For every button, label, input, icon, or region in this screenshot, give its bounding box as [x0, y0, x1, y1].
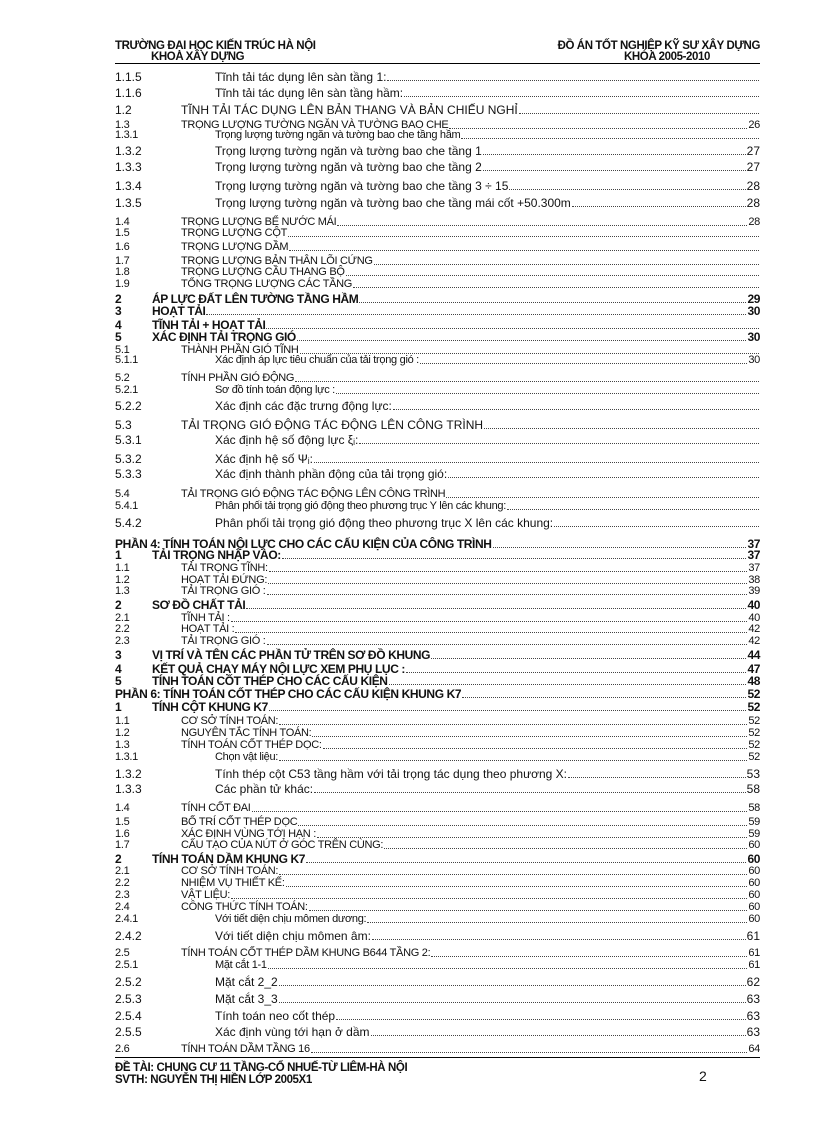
toc-entry-number: 1.4	[115, 216, 130, 228]
toc-entry-page: 60	[747, 852, 760, 866]
toc-entry-number: 1.2	[115, 727, 130, 739]
toc-entry-title: Với tiết diện chịu mômen âm:	[215, 929, 371, 943]
toc-entry-page: 61	[748, 947, 760, 959]
toc-entry-number: 2.5.1	[115, 959, 138, 971]
toc-entry[interactable]	[115, 330, 760, 344]
toc-entry-title: Chọn vật liệu:	[215, 751, 279, 763]
toc-entry-number: 1.9	[115, 278, 130, 290]
toc-entry-page: 63	[746, 992, 760, 1006]
dot-leader	[554, 526, 759, 527]
dot-leader	[312, 736, 747, 737]
dot-leader	[286, 886, 748, 887]
dot-leader	[298, 825, 747, 826]
dot-leader	[483, 154, 746, 155]
school-name: TRƯỜNG ĐẠI HỌC KIẾN TRÚC HÀ NỘI	[115, 40, 316, 52]
toc-entry[interactable]	[115, 128, 760, 142]
dot-leader	[406, 672, 746, 673]
toc-entry-title: CƠ SỞ TÍNH TOÁN:	[181, 715, 279, 727]
toc-entry-page: 60	[748, 865, 760, 877]
toc-entry[interactable]	[115, 179, 760, 193]
dot-leader	[431, 956, 747, 957]
toc-entry-title: Xác định thành phần động của tải trọng gió:	[215, 467, 448, 481]
dot-leader	[446, 497, 759, 498]
toc-entry-title: TỔNG TRỌNG LƯỢNG CÁC TẦNG	[181, 278, 353, 290]
toc-entry[interactable]	[115, 383, 760, 397]
toc-entry-page: 60	[748, 901, 760, 913]
dot-leader	[367, 922, 747, 923]
toc-entry-page: 53	[746, 767, 760, 781]
toc-entry-number: 1.8	[115, 266, 130, 278]
project-type: ĐỒ ÁN TỐT NGHIỆP KỸ SƯ XÂY DỰNG	[557, 40, 760, 52]
toc-entry-number: 2.1	[115, 865, 130, 877]
toc-entry-page: 42	[748, 623, 760, 635]
toc-entry-number: 3	[115, 648, 122, 662]
toc-entry-title: Mặt cắt 3_3	[215, 992, 278, 1006]
toc-entry-number: 4	[115, 318, 122, 332]
toc-entry[interactable]	[115, 467, 760, 481]
dot-leader	[372, 939, 746, 940]
toc-entry-number: 1	[115, 548, 122, 562]
toc-entry-page: 63	[746, 1009, 760, 1023]
dot-leader	[448, 477, 759, 478]
toc-entry-title: BỐ TRÍ CỐT THÉP DỌC	[181, 816, 298, 828]
toc-entry-title: SƠ ĐỒ CHẤT TẢI	[152, 598, 246, 612]
toc-entry-title: Tĩnh tải tác dụng lên sàn tầng hầm:	[215, 86, 404, 100]
toc-entry-title: TẢI TRỌNG GIÓ ĐỘNG TÁC ĐỘNG LÊN CÔNG TRÌNH	[181, 418, 484, 432]
toc-entry[interactable]	[115, 418, 760, 432]
toc-entry-title: Xác định hệ số động lực ξᵢ:	[215, 433, 359, 447]
toc-entry-page: 52	[748, 715, 760, 727]
toc-entry-page: 42	[748, 635, 760, 647]
toc-entry-number: 1.3	[115, 119, 130, 131]
toc-entry-title: TRỌNG LƯỢNG DẦM	[181, 241, 289, 253]
toc-entry-title: TĨNH TẢI TÁC DỤNG LÊN BẢN THANG VÀ BẢN CHIẾU NGHỈ	[181, 103, 518, 117]
toc-entry-number: 2.1	[115, 612, 130, 624]
dot-leader	[279, 724, 747, 725]
toc-entry[interactable]	[115, 516, 760, 530]
toc-entry-number: 5	[115, 674, 122, 688]
toc-entry-number: 5.3.1	[115, 433, 142, 447]
toc-entry-title: Phân phối tải trọng gió động theo phương trục Y lên các khung:	[215, 500, 506, 512]
toc-entry-number: 2.5.2	[115, 975, 142, 989]
toc-entry-number: 2	[115, 598, 122, 612]
toc-entry-title: TÍNH CỘT KHUNG K7	[152, 700, 268, 714]
toc-entry-page: 58	[748, 802, 760, 814]
toc-entry-title: Trọng lượng tường ngăn và tường bao che tầng mái cốt +50.300m	[215, 196, 571, 210]
toc-entry-title: Trọng lượng tường ngăn và tường bao che tầng 3 ÷ 15	[215, 179, 509, 193]
toc-entry-title: TẢI TRỌNG NHẬP VÀO:	[152, 548, 281, 562]
toc-entry-title: Mặt cắt 2_2	[215, 975, 278, 989]
dot-leader	[235, 632, 747, 633]
toc-entry-number: 1.3	[115, 585, 130, 597]
toc-entry-page: 64	[748, 1043, 760, 1055]
page-number: 2	[699, 1068, 707, 1084]
dot-leader	[306, 862, 746, 863]
toc-entry-title: THÀNH PHẦN GIÓ TĨNH	[181, 344, 299, 356]
dot-leader	[431, 658, 746, 659]
toc-entry-number: 1.3	[115, 739, 130, 751]
toc-entry-number: 1.5	[115, 227, 130, 239]
dot-leader	[295, 381, 759, 382]
toc-entry-page: 28	[748, 216, 760, 228]
toc-entry-page: 58	[746, 782, 760, 796]
toc-entry-title: TẢI TRỌNG GIÓ :	[181, 585, 266, 597]
toc-entry-number: 5.3	[115, 418, 132, 432]
toc-entry-title: Sơ đồ tính toán động lực :	[215, 384, 335, 396]
toc-entry[interactable]	[115, 452, 760, 466]
toc-entry-page: 30	[747, 330, 760, 344]
dot-leader	[389, 684, 747, 685]
toc-entry-number: 1.3.2	[115, 767, 142, 781]
toc-entry-page: 27	[746, 160, 760, 174]
toc-entry[interactable]	[115, 975, 760, 989]
toc-entry-number: 1.6	[115, 241, 130, 253]
toc-entry-number: 5.2.1	[115, 384, 138, 396]
toc-entry-number: 2.3	[115, 889, 130, 901]
toc-entry-title: CƠ SỞ TÍNH TOÁN:	[181, 865, 279, 877]
toc-entry-title: Xác định vùng tới hạn ở dầm	[215, 1025, 370, 1039]
dot-leader	[297, 340, 747, 341]
toc-entry-page: 38	[748, 574, 760, 586]
toc-entry-number: 2	[115, 852, 122, 866]
dot-leader	[353, 287, 759, 288]
toc-entry-title: Tính toán neo cốt thép	[215, 1009, 336, 1023]
toc-entry-page: 60	[748, 839, 760, 851]
dot-leader	[289, 250, 759, 251]
toc-entry-number: 5	[115, 330, 122, 344]
dot-leader	[359, 302, 746, 303]
toc-entry-number: 2.4.2	[115, 929, 142, 943]
toc-entry-number: 1.3.4	[115, 179, 142, 193]
toc-entry[interactable]	[115, 548, 760, 562]
toc-entry-number: 1.6	[115, 828, 130, 840]
dot-leader	[279, 760, 747, 761]
page-footer	[115, 1062, 760, 1092]
toc-entry-number: 1.7	[115, 839, 130, 851]
toc-entry-title: XÁC ĐỊNH TẢI TRỌNG GIÓ	[152, 330, 296, 344]
toc-entry-page: 40	[748, 612, 760, 624]
toc-entry-number: 5.4.2	[115, 516, 142, 530]
toc-entry-number: 5.3.3	[115, 467, 142, 481]
toc-entry[interactable]	[115, 1025, 760, 1039]
dot-leader	[346, 275, 759, 276]
toc-entry-number: 2.5	[115, 947, 130, 959]
toc-entry[interactable]	[115, 1042, 760, 1056]
toc-entry[interactable]	[115, 598, 760, 612]
toc-entry-title: TÍNH PHẦN GIÓ ĐỘNG	[181, 372, 295, 384]
dot-leader	[336, 1019, 746, 1020]
toc-entry-title: Tĩnh tải tác dụng lên sàn tầng 1:	[215, 70, 387, 84]
dot-leader	[269, 571, 748, 572]
toc-entry-page: 28	[746, 179, 760, 193]
dot-leader	[246, 608, 746, 609]
dot-leader	[311, 1052, 748, 1053]
toc-entry-page: 59	[748, 816, 760, 828]
toc-entry-title: TRỌNG LƯỢNG CỘT	[181, 227, 287, 239]
toc-entry-page: 52	[747, 700, 760, 714]
toc-entry[interactable]	[115, 912, 760, 926]
toc-entry-page: 40	[747, 598, 760, 612]
dot-leader	[509, 189, 745, 190]
dot-leader	[314, 462, 759, 463]
toc-entry-page: 39	[748, 585, 760, 597]
toc-entry-title: Xác định hệ số Ψᵢ:	[215, 452, 313, 466]
toc-entry[interactable]	[115, 304, 760, 318]
toc-entry-number: 2.4.1	[115, 913, 138, 925]
toc-entry[interactable]	[115, 634, 760, 648]
toc-entry-title: TÍNH TOÁN DẦM TẦNG 16	[181, 1043, 310, 1055]
toc-entry-title: TẢI TRỌNG GIÓ :	[181, 635, 266, 647]
toc-entry-title: TÍNH TOÁN CỐT THÉP DỌC:	[181, 739, 322, 751]
toc-entry-title: TÍNH TOÁN CỐT THÉP CHO CÁC CẤU KIỆN	[152, 674, 388, 688]
toc-entry-number: 1.1	[115, 562, 130, 574]
toc-entry-number: 1.3.5	[115, 196, 142, 210]
toc-entry-title: TÍNH TOÁN CỐT THÉP DẦM KHUNG B644 TẦNG 2:	[181, 947, 431, 959]
toc-entry-page: 37	[747, 537, 760, 551]
toc-entry-title: VẬT LIỆU:	[181, 889, 231, 901]
dot-leader	[462, 697, 746, 698]
toc-entry-page: 52	[747, 687, 760, 701]
dot-leader	[269, 710, 747, 711]
toc-entry[interactable]	[115, 240, 760, 254]
dot-leader	[279, 874, 747, 875]
toc-entry[interactable]	[115, 103, 760, 117]
toc-entry-number: 1.1.6	[115, 86, 142, 100]
toc-entry-page: 48	[747, 674, 760, 688]
toc-entry-page: 37	[747, 548, 760, 562]
toc-entry[interactable]	[115, 160, 760, 174]
toc-entry-page: 29	[747, 292, 760, 306]
toc-entry-title: PHẦN 4: TÍNH TOÁN NỘI LỰC CHO CÁC CẤU KIỆN CỦA CÔNG TRÌNH	[115, 537, 492, 551]
toc-entry-title: PHẦN 6: TÍNH TOÁN CỐT THÉP CHO CÁC CẤU KIỆN KHUNG K7	[115, 687, 462, 701]
toc-entry-title: KẾT QUẢ CHẠY MÁY NỘI LỰC XEM PHỤ LỤC :	[152, 662, 405, 676]
dot-leader	[279, 985, 746, 986]
toc-entry[interactable]	[115, 1009, 760, 1023]
dot-leader	[404, 96, 759, 97]
toc-entry-number: 1.1.5	[115, 70, 142, 84]
footer-rule	[115, 1057, 760, 1058]
toc-entry-title: HOẠT TẢI ĐỨNG:	[181, 574, 268, 586]
toc-entry-number: 1.5	[115, 816, 130, 828]
toc-entry-number: 5.2	[115, 372, 130, 384]
toc-entry-number: 2.2	[115, 877, 130, 889]
toc-entry[interactable]	[115, 958, 760, 972]
toc-entry-number: 2.5.5	[115, 1025, 142, 1039]
toc-entry-number: 2	[115, 292, 122, 306]
course-years: KHÓA 2005-2010	[623, 51, 710, 63]
toc-entry-title: TRỌNG LƯỢNG TƯỜNG NGĂN VÀ TƯỜNG BAO CHE	[181, 119, 449, 131]
toc-entry-title: Trọng lượng tường ngăn và tường bao che tầng 1	[215, 144, 482, 158]
toc-entry-title: Trọng lượng tường ngăn và tường bao che tầng 2	[215, 160, 482, 174]
toc-entry[interactable]	[115, 433, 760, 447]
toc-entry-number: 1	[115, 700, 122, 714]
toc-entry[interactable]	[115, 70, 760, 84]
toc-entry-title: NHIỆM VỤ THIẾT KẾ:	[181, 877, 285, 889]
toc-entry[interactable]	[115, 584, 760, 598]
toc-entry[interactable]	[115, 277, 760, 291]
toc-entry[interactable]	[115, 838, 760, 852]
toc-entry-title: XÁC ĐỊNH VÙNG TỚI HẠN :	[181, 828, 316, 840]
thesis-title: ĐỀ TÀI: CHUNG CƯ 11 TẦNG-CỔ NHUẾ-TỪ LIÊM-HÀ NỘI	[115, 1062, 408, 1074]
toc-entry-number: 1.3.2	[115, 144, 142, 158]
toc-entry-title: NGUYÊN TẮC TÍNH TOÁN:	[181, 727, 312, 739]
toc-entry-number: 2.5.3	[115, 992, 142, 1006]
dot-leader	[314, 792, 746, 793]
dot-leader	[266, 328, 759, 329]
dot-leader	[384, 848, 747, 849]
toc-entry-page: 37	[748, 562, 760, 574]
faculty-name: KHOA XÂY DỰNG	[151, 51, 245, 63]
toc-entry-title: Xác định các đặc trưng động lực:	[215, 399, 392, 413]
toc-entry[interactable]	[115, 801, 760, 815]
toc-entry-number: 1.3.1	[115, 751, 138, 763]
toc-entry-title: TẢI TRỌNG TĨNH:	[181, 562, 268, 574]
dot-leader	[483, 170, 746, 171]
toc-entry-number: 1.2	[115, 103, 132, 117]
toc-entry[interactable]	[115, 929, 760, 943]
dot-leader	[206, 314, 746, 315]
toc-entry[interactable]	[115, 86, 760, 100]
toc-entry-number: 5.2.2	[115, 399, 142, 413]
toc-entry-title: Với tiết diện chịu mômen dương:	[215, 913, 367, 925]
toc-entry-page: 59	[748, 828, 760, 840]
toc-entry-number: 2.6	[115, 1043, 130, 1055]
toc-entry-title: Xác định áp lực tiêu chuẩn của tải trọng gió :	[215, 354, 419, 366]
toc-entry-title: Trọng lượng tường ngăn và tường bao che tầng hầm	[215, 129, 461, 141]
toc-entry[interactable]	[115, 648, 760, 662]
toc-entry-page: 52	[748, 751, 760, 763]
toc-entry[interactable]	[115, 700, 760, 714]
toc-entry[interactable]	[115, 750, 760, 764]
dot-leader	[267, 594, 748, 595]
toc-entry[interactable]	[115, 767, 760, 781]
toc-entry-page: 60	[748, 877, 760, 889]
toc-entry-title: TĨNH TẢI :	[181, 612, 230, 624]
toc-entry-number: 1.3.3	[115, 160, 142, 174]
toc-entry-page: 26	[748, 119, 760, 131]
student-info: SVTH: NGUYỄN THỊ HIỀN LỚP 2005X1	[115, 1074, 312, 1086]
toc-entry-title: TRỌNG LƯỢNG CẦU THANG BỘ	[181, 266, 345, 278]
toc-entry-number: 2.5.4	[115, 1009, 142, 1023]
toc-entry-title: HOẠT TẢI :	[181, 623, 235, 635]
dot-leader	[387, 80, 759, 81]
toc-entry-page: 61	[748, 959, 760, 971]
toc-entry[interactable]	[115, 687, 760, 701]
toc-entry-number: 5.3.2	[115, 452, 142, 466]
toc-entry-title: Mặt cắt 1-1	[215, 959, 267, 971]
dot-leader	[267, 644, 748, 645]
toc-entry-number: 4	[115, 662, 122, 676]
toc-entry-number: 2.4	[115, 901, 130, 913]
dot-leader	[309, 910, 748, 911]
toc-entry[interactable]	[115, 144, 760, 158]
toc-entry-title: HOẠT TẢI	[152, 304, 206, 318]
dot-leader	[288, 236, 759, 237]
dot-leader	[371, 1035, 746, 1036]
toc-entry-title: TẢI TRỌNG GIÓ ĐỘNG TÁC ĐỘNG LÊN CÔNG TRÌNH	[181, 488, 446, 500]
toc-entry-page: 63	[746, 1025, 760, 1039]
toc-entry-title: TRỌNG LƯỢNG BẢN THÂN LÕI CỨNG	[181, 255, 373, 267]
toc-entry[interactable]	[115, 782, 760, 796]
toc-entry-title: CÔNG THỨC TÍNH TOÁN:	[181, 901, 308, 913]
dot-leader	[484, 428, 759, 429]
dot-leader	[572, 206, 746, 207]
dot-leader	[393, 409, 759, 410]
dot-leader	[507, 509, 759, 510]
toc-entry-number: 2.2	[115, 623, 130, 635]
toc-entry-page: 30	[748, 354, 760, 366]
toc-entry-title: VỊ TRÍ VÀ TÊN CÁC PHẦN TỬ TRÊN SƠ ĐỒ KHUNG	[152, 648, 431, 662]
dot-leader	[519, 113, 759, 114]
toc-entry-number: 5.1.1	[115, 354, 138, 366]
toc-entry-page: 44	[747, 648, 760, 662]
toc-entry-number: 5.4	[115, 488, 130, 500]
toc-entry-page: 30	[747, 304, 760, 318]
toc-entry-page: 62	[746, 975, 760, 989]
toc-entry-number: 1.3.3	[115, 782, 142, 796]
toc-entry-number: 1.4	[115, 802, 130, 814]
toc-entry-number: 1.2	[115, 574, 130, 586]
toc-entry-number: 5.1	[115, 344, 130, 356]
dot-leader	[461, 138, 759, 139]
toc-entry-page: 52	[748, 727, 760, 739]
toc-entry-page: 27	[746, 144, 760, 158]
toc-entry-number: 1.3.1	[115, 129, 138, 141]
toc-entry-title: TRỌNG LƯỢNG BỂ NƯỚC MÁI	[181, 216, 337, 228]
toc-entry-title: Tính thép cột C53 tầng hầm với tải trọng tác dụng theo phương X:	[215, 767, 567, 781]
toc-entry-page: 47	[747, 662, 760, 676]
toc-entry-page: 28	[746, 196, 760, 210]
toc-entry[interactable]	[115, 992, 760, 1006]
dot-leader	[279, 1002, 746, 1003]
toc-entry-number: 1.1	[115, 715, 130, 727]
toc-entry-title: Phân phối tải trọng gió động theo phương trục X lên các khung:	[215, 516, 554, 530]
dot-leader	[231, 898, 747, 899]
dot-leader	[268, 968, 748, 969]
dot-leader	[568, 777, 746, 778]
dot-leader	[252, 811, 748, 812]
toc-entry-title: TÍNH CỐT ĐAI	[181, 802, 251, 814]
toc-entry-number: 5.4.1	[115, 500, 138, 512]
toc-entry-title: CẤU TẠO CỦA NÚT Ở GÓC TRÊN CÙNG:	[181, 839, 384, 851]
toc-entry[interactable]	[115, 674, 760, 688]
toc-entry-page: 52	[748, 739, 760, 751]
dot-leader	[359, 443, 759, 444]
dot-leader	[420, 363, 747, 364]
toc-entry-page: 60	[748, 889, 760, 901]
toc-entry[interactable]	[115, 399, 760, 413]
toc-entry-number: 3	[115, 304, 122, 318]
dot-leader	[323, 748, 748, 749]
toc-entry-title: Các phần tử khác:	[215, 782, 314, 796]
toc-entry[interactable]	[115, 226, 760, 240]
toc-entry-number: 2.3	[115, 635, 130, 647]
toc-entry-title: TÍNH TOÁN DẦM KHUNG K7	[152, 852, 305, 866]
toc-entry[interactable]	[115, 499, 760, 513]
toc-entry-title: ÁP LỰC ĐẤT LÊN TƯỜNG TẦNG HẦM	[152, 292, 359, 306]
dot-leader	[336, 393, 759, 394]
dot-leader	[282, 558, 747, 559]
toc-entry-title: TĨNH TẢI + HOẠT TẢI	[152, 318, 266, 332]
toc-entry[interactable]	[115, 353, 760, 367]
toc-entry[interactable]	[115, 196, 760, 210]
toc-entry-page: 60	[748, 913, 760, 925]
toc-entry-page: 61	[746, 929, 760, 943]
toc-entry-number: 1.7	[115, 255, 130, 267]
